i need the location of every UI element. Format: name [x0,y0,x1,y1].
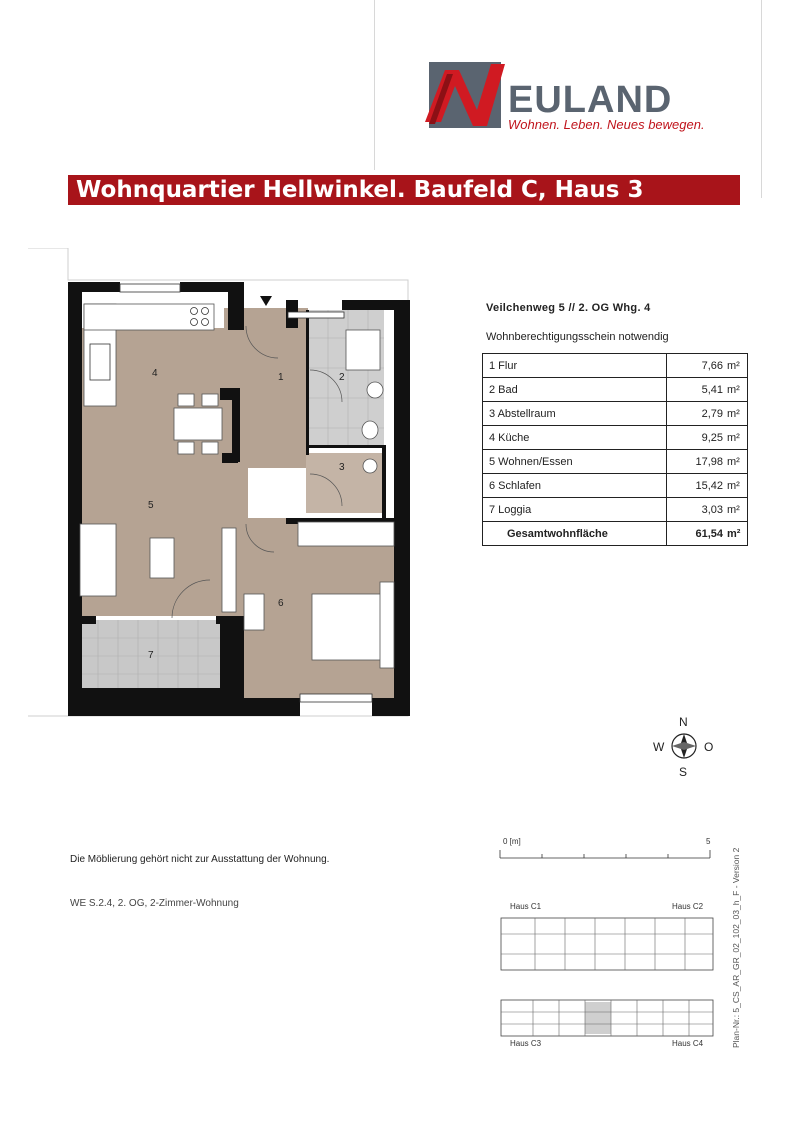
compass-icon [650,712,720,782]
room-label: 3 [339,462,345,473]
room-unit: m² [725,474,748,498]
compass-s: S [679,765,688,779]
room-label: 7 [148,650,154,661]
total-label: Gesamtwohnfläche [483,522,667,546]
room-row [483,426,748,450]
furniture-note: Die Möblierung gehört nicht zur Ausstattung der Wohnung. [70,854,330,865]
site-overview [495,898,725,1053]
scale-start: 0 [m] [503,837,521,846]
unit-subheading: Wohnberechtigungsschein notwendig [486,331,669,343]
site-c2: Haus C2 [672,902,704,911]
total-row [483,522,748,546]
room-row [483,498,748,522]
room-row [483,474,748,498]
room-label: 4 [152,368,158,379]
rooms-table [482,353,748,546]
total-unit: m² [725,522,748,546]
room-unit: m² [725,378,748,402]
page-title: Wohnquartier Hellwinkel. Baufeld C, Haus 3 [76,177,644,203]
site-c3: Haus C3 [510,1039,542,1048]
compass-o: O [704,740,714,754]
room-label: 6 [278,598,284,609]
room-name: 6 Schlafen [483,474,667,498]
room-area: 9,25 [667,426,726,450]
brand-logo-icon [425,60,505,130]
room-name: 7 Loggia [483,498,667,522]
room-unit: m² [725,402,748,426]
room-name: 5 Wohnen/Essen [483,450,667,474]
compass-w: W [653,740,665,754]
room-area: 15,42 [667,474,726,498]
room-area: 17,98 [667,450,726,474]
scale-bar [495,834,720,864]
room-area: 7,66 [667,354,726,378]
room-unit: m² [725,426,748,450]
room-row [483,378,748,402]
room-row [483,402,748,426]
compass-n: N [679,715,688,729]
frame-line-right [761,0,762,198]
scale-end: 5 [706,837,711,846]
total-area: 61,54 [667,522,726,546]
room-label: 2 [339,372,345,383]
plan-number: Plan-Nr.: 5_CS_AR_GR_02_102_03_h_F - Version 2 [731,847,741,1048]
room-name: 4 Küche [483,426,667,450]
room-row [483,450,748,474]
room-name: 2 Bad [483,378,667,402]
room-area: 5,41 [667,378,726,402]
room-name: 3 Abstellraum [483,402,667,426]
room-area: 2,79 [667,402,726,426]
floor-plan [28,248,412,808]
frame-line-vertical [374,0,375,170]
room-row [483,354,748,378]
room-area: 3,03 [667,498,726,522]
room-name: 1 Flur [483,354,667,378]
brand-tagline: Wohnen. Leben. Neues bewegen. [508,117,705,132]
unit-heading: Veilchenweg 5 // 2. OG Whg. 4 [486,302,651,314]
brand-name: EULAND [508,79,673,121]
room-label: 5 [148,500,154,511]
site-c4: Haus C4 [672,1039,704,1048]
room-unit: m² [725,498,748,522]
site-c1: Haus C1 [510,902,542,911]
room-unit: m² [725,354,748,378]
room-unit: m² [725,450,748,474]
room-label: 1 [278,372,284,383]
unit-type-note: WE S.2.4, 2. OG, 2-Zimmer-Wohnung [70,898,239,909]
